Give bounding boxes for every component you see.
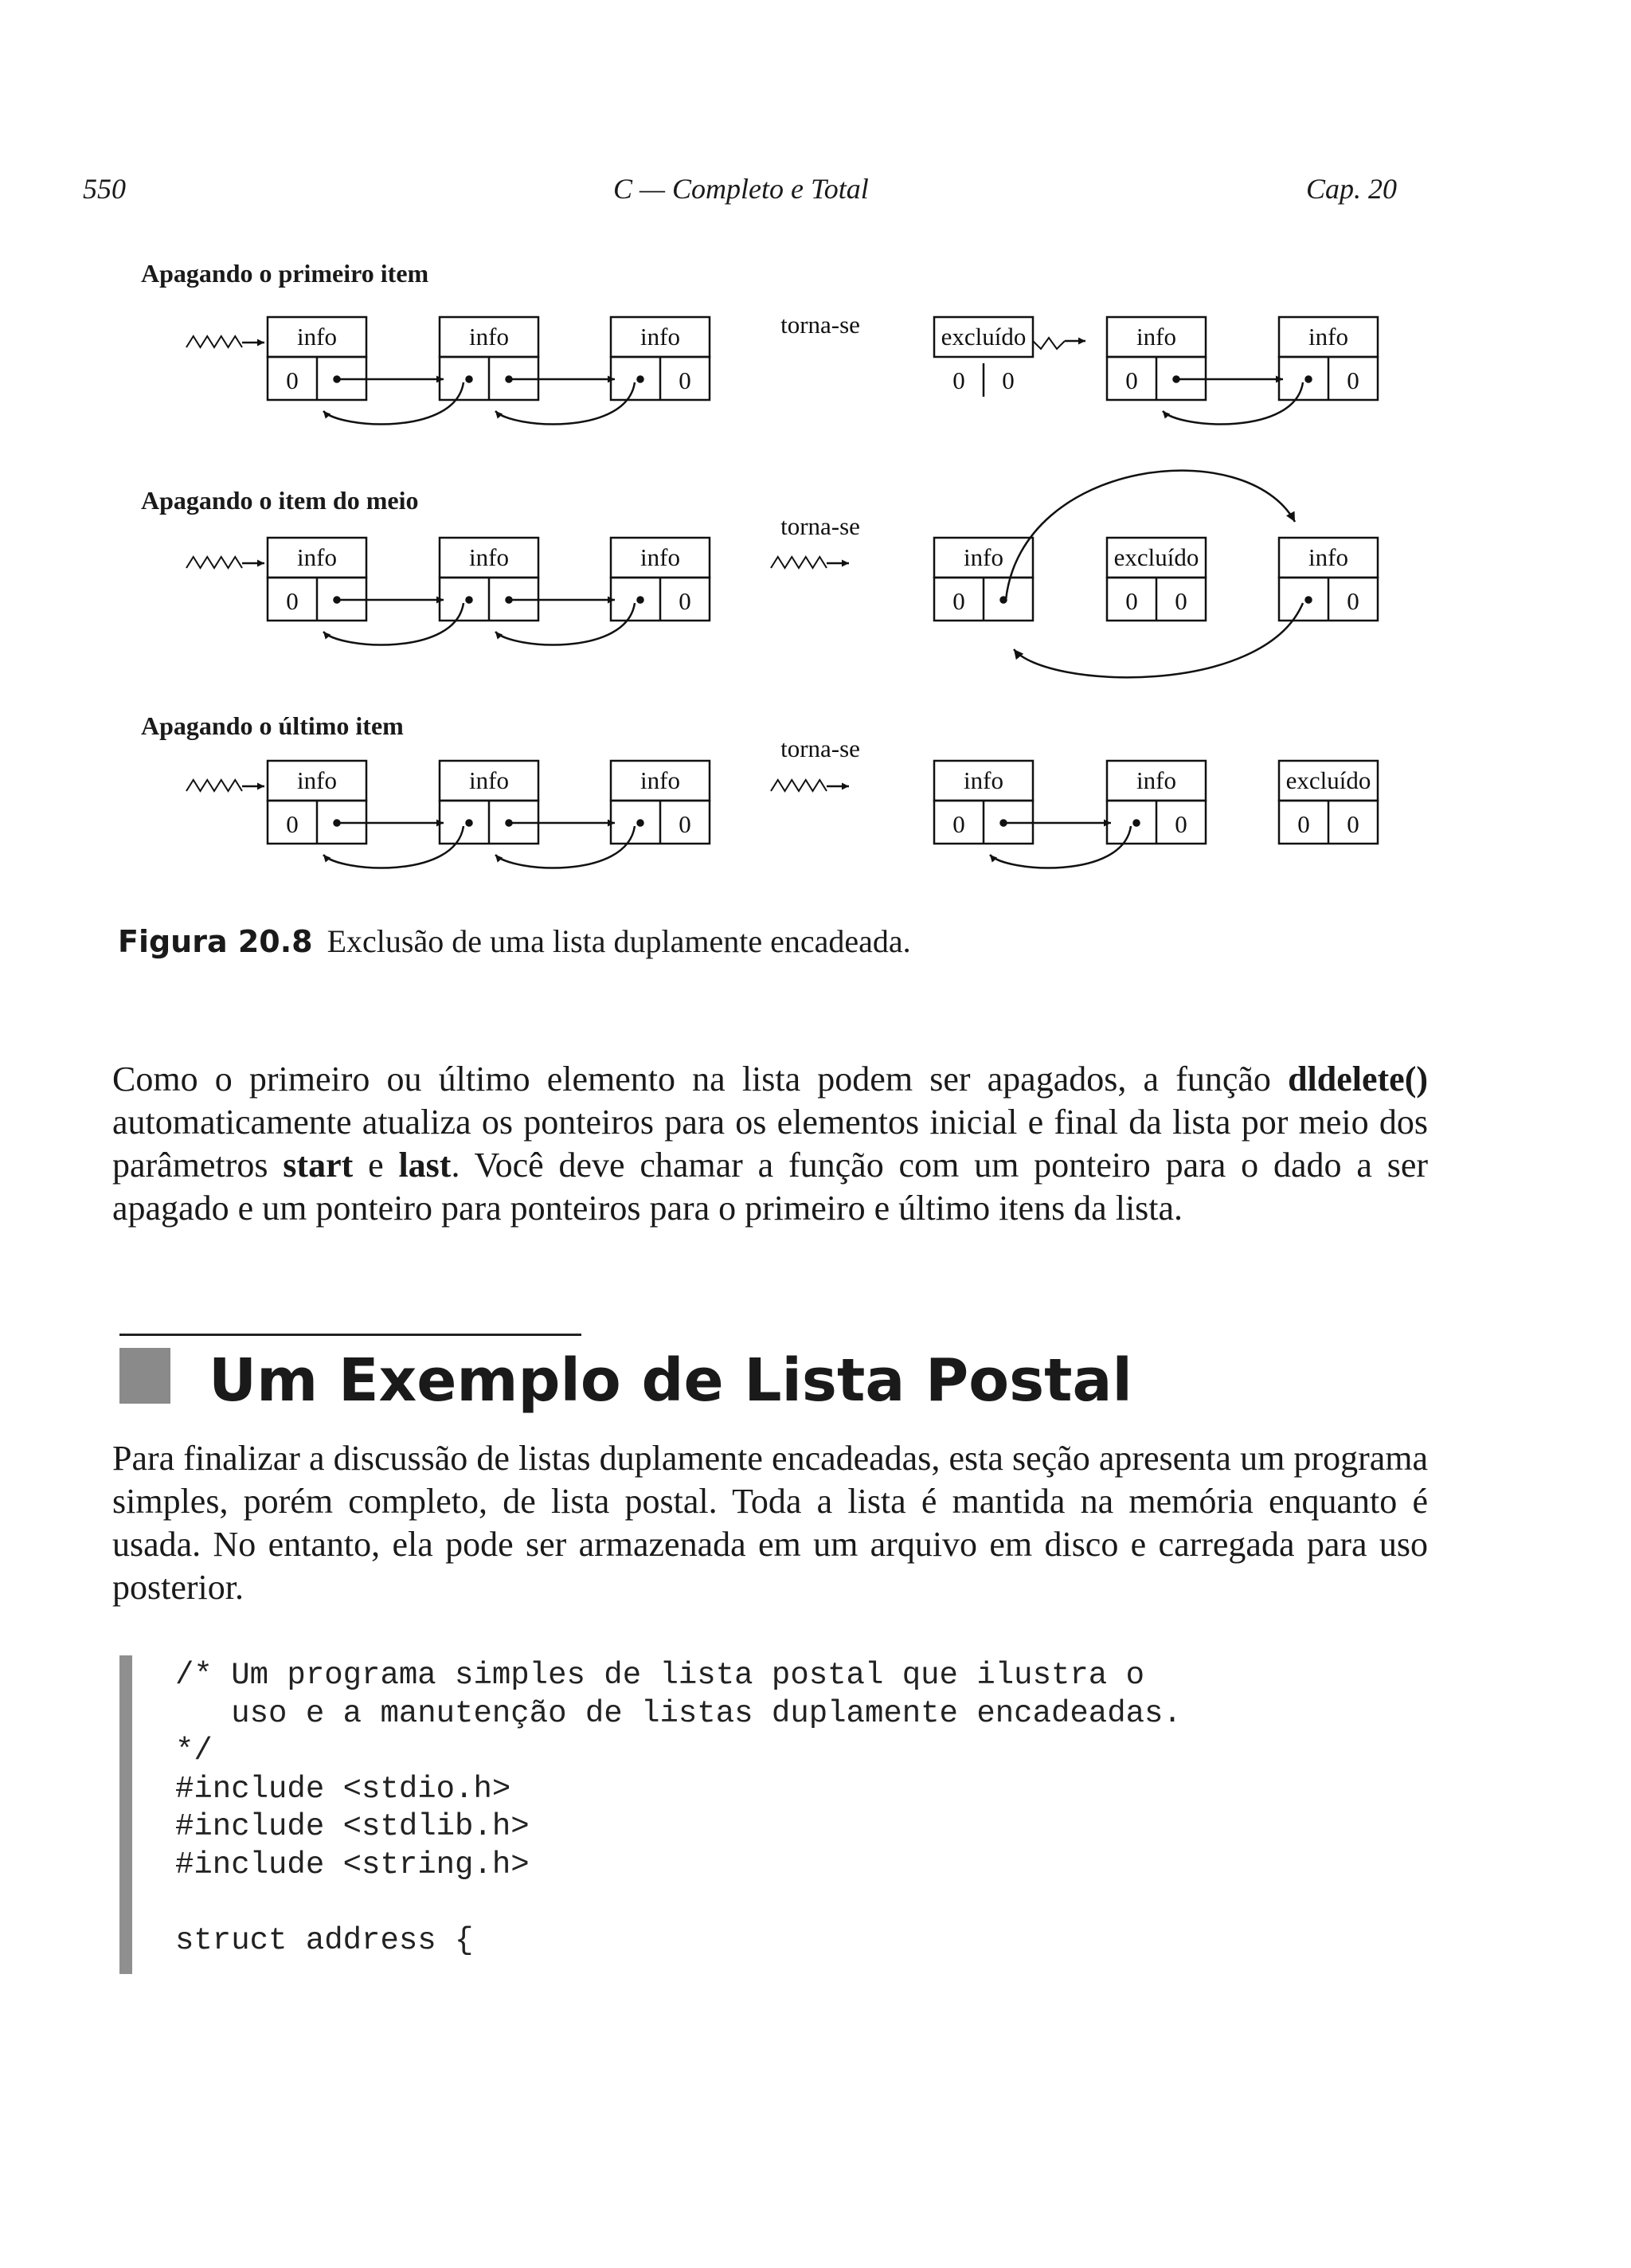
pointer-dot: [1001, 821, 1007, 826]
function-name: dldelete(): [1288, 1060, 1428, 1099]
page-number: 550: [83, 173, 126, 205]
back-pointer-arrow: [1163, 382, 1303, 424]
node-info-label: info: [1136, 766, 1176, 794]
pointer-dot: [334, 597, 340, 603]
code-listing: /* Um programa simples de lista postal que ilustra o uso e a manutenção de listas duplamente encadeadas. */ #include <stdio.h> #include <stdlib.h> #include <string.h> struct address {: [175, 1658, 1182, 1958]
node-info-label: info: [469, 766, 509, 794]
pointer-dot: [638, 597, 643, 603]
back-pointer-arc: [1014, 603, 1303, 677]
paragraph-text: automaticamente atualiza os ponteiros para os elementos inicial e final da lista por meio dos parâmetros: [112, 1103, 1428, 1185]
pointer-dot: [467, 821, 472, 826]
deleted-node-label: excluído: [941, 323, 1027, 351]
null-pointer-left: 0: [952, 810, 965, 838]
null-pointer-left: 0: [286, 587, 299, 615]
back-pointer-arrow: [323, 826, 463, 868]
pointer-dot: [1306, 597, 1312, 603]
null-pointer-right: 0: [1347, 587, 1359, 615]
null-pointer-left: 0: [952, 587, 965, 615]
book-title: C — Completo e Total: [613, 173, 869, 205]
paragraph-text: Como o primeiro ou último elemento na lista podem ser apagados, a função: [112, 1060, 1289, 1099]
node-info-label: info: [469, 543, 509, 571]
back-pointer-arrow: [323, 603, 463, 644]
becomes-label: torna-se: [780, 734, 860, 762]
paragraph-text: e: [353, 1146, 399, 1185]
null-pointer-left: 0: [286, 366, 299, 394]
back-pointer-arrow: [323, 382, 463, 424]
node-info-label: info: [640, 323, 680, 351]
null-pointer-right: 0: [679, 810, 691, 838]
node-info-label: info: [640, 543, 680, 571]
list-start-squiggle: [186, 557, 242, 568]
parameter-last: last: [398, 1146, 452, 1185]
deleted-node-label: excluído: [1285, 766, 1371, 794]
null-pointer-right: 0: [1347, 366, 1359, 394]
null-pointer-left: 0: [952, 366, 965, 394]
body-paragraph-1: [112, 1058, 1428, 1230]
null-pointer-right: 0: [1175, 810, 1187, 838]
node-info-label: info: [1308, 323, 1348, 351]
becomes-label: torna-se: [780, 311, 860, 339]
back-pointer-arrow: [495, 826, 635, 868]
list-start-squiggle: [771, 780, 827, 791]
code-margin-bar: [119, 1655, 132, 1974]
heading-marker: [119, 1348, 170, 1404]
list-start-squiggle: [186, 336, 242, 347]
pointer-dot: [334, 377, 340, 382]
pointer-dot: [507, 597, 512, 603]
section-label-first: Apagando o primeiro item: [141, 259, 429, 288]
section-heading: Um Exemplo de Lista Postal: [209, 1346, 1132, 1415]
node-info-label: info: [297, 766, 337, 794]
null-pointer-left: 0: [1125, 587, 1138, 615]
null-pointer-right: 0: [1002, 366, 1015, 394]
node-info-label: info: [1136, 323, 1176, 351]
parameter-start: start: [283, 1146, 354, 1185]
node-info-label: info: [469, 323, 509, 351]
null-pointer-right: 0: [1175, 587, 1187, 615]
null-pointer-left: 0: [1297, 810, 1310, 838]
back-pointer-arrow: [495, 603, 635, 644]
back-pointer-arrow: [990, 826, 1131, 868]
heading-rule: [119, 1334, 581, 1336]
pointer-dot: [1134, 821, 1140, 826]
body-paragraph-2: Para finalizar a discussão de listas duplamente encadeadas, esta seção apresenta um programa simples, porém completo, de lista postal. Toda a lista é mantida na memória enquanto é usada. No entanto, ela pode ser armazenada em um arquivo em disco e carregada para uso posterior.: [112, 1439, 1428, 1607]
pointer-dot: [1306, 377, 1312, 382]
node-info-label: info: [964, 543, 1003, 571]
figure-number: Figura 20.8: [118, 924, 313, 959]
pointer-dot: [638, 821, 643, 826]
pointer-dot: [467, 597, 472, 603]
deleted-node-label: excluído: [1113, 543, 1199, 571]
null-pointer-right: 0: [679, 366, 691, 394]
pointer-dot: [507, 377, 512, 382]
chapter-label: Cap. 20: [1306, 173, 1398, 205]
pointer-dot: [334, 821, 340, 826]
node-info-label: info: [297, 323, 337, 351]
null-pointer-right: 0: [679, 587, 691, 615]
node-info-label: info: [297, 543, 337, 571]
pointer-dot: [638, 377, 643, 382]
pointer-dot: [1174, 377, 1179, 382]
list-start-squiggle: [1033, 338, 1065, 349]
section-label-middle: Apagando o item do meio: [141, 486, 419, 515]
null-pointer-right: 0: [1347, 810, 1359, 838]
pointer-dot: [467, 377, 472, 382]
null-pointer-left: 0: [286, 810, 299, 838]
becomes-label: torna-se: [780, 512, 860, 540]
list-start-squiggle: [186, 780, 242, 791]
paragraph-text: . Você deve chamar a função com um ponteiro para o dado a ser apagado e um ponteiro para ponteiros para o primeiro e último itens da lista.: [112, 1146, 1428, 1228]
figure-caption-text: Exclusão de uma lista duplamente encadeada.: [327, 923, 911, 959]
node-info-label: info: [640, 766, 680, 794]
node-info-label: info: [1308, 543, 1348, 571]
back-pointer-arrow: [495, 382, 635, 424]
pointer-dot: [507, 821, 512, 826]
section-label-last: Apagando o último item: [141, 711, 404, 740]
list-start-squiggle: [771, 557, 827, 568]
doubly-linked-list-deletion-diagram: [0, 0, 1631, 956]
forward-pointer-arc: [1006, 471, 1295, 600]
figure-caption: [118, 922, 911, 960]
null-pointer-left: 0: [1125, 366, 1138, 394]
node-info-label: info: [964, 766, 1003, 794]
